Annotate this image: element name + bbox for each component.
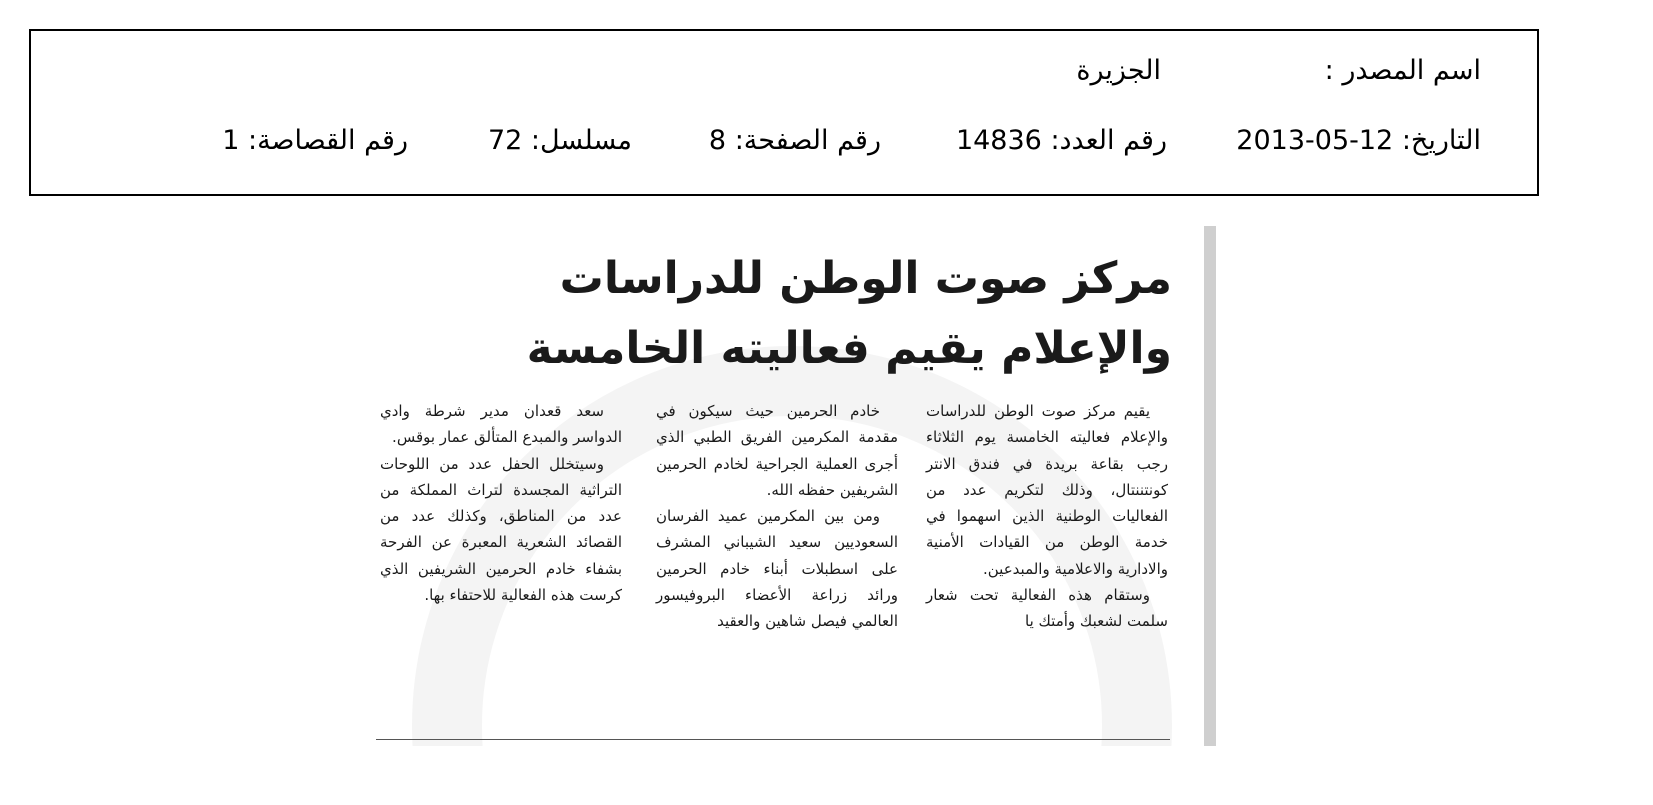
column-3-paragraph-2: وسيتخلل الحفل عدد من اللوحات التراثية المجسدة لتراث المملكة من عدد من المناطق، وكذلك عدد من القصائد الشعرية المعبرة عن الفرحة بشفاء خادم الحرمين الشريفين الذي كرست هذه الفعالية للاحتفاء بها. [380,454,622,605]
source-value: الجزيرة [1076,55,1161,86]
serial-label: مسلسل: 72 [487,125,632,156]
column-1-paragraph-2: وستقام هذه الفعالية تحت شعار سلمت لشعبك وأمتك يا [926,586,1168,631]
article-column-3 [380,398,622,608]
clipping-edge-bar [1204,226,1216,746]
article-column-1 [926,398,1168,635]
column-2-paragraph-1: خادم الحرمين حيث سيكون في مقدمة المكرمين الفريق الطبي الذي أجرى العملية الجراحية لخادم الحرمين الشريفين حفظه الله. [656,402,898,499]
source-label: اسم المصدر : [1324,55,1481,86]
article-headline: مركز صوت الوطن للدراسات والإعلام يقيم فعاليته الخامسة [526,253,1172,374]
bottom-divider [376,739,1170,740]
issue-number-label: رقم العدد: 14836 [955,125,1167,156]
date-label: التاريخ: 12-05-2013 [1236,125,1481,156]
clip-number-label: رقم القصاصة: 1 [222,125,408,156]
newspaper-clipping [352,226,1216,746]
column-1-paragraph-1: يقيم مركز صوت الوطن للدراسات والإعلام فعاليته الخامسة يوم الثلاثاء رجب بقاعة بريدة في فندق الانتر كونتننتال، وذلك لتكريم عدد من الفعاليات الوطنية الذين اسهموا في خدمة الوطن من القيادات الأمنية والادارية والاعلامية والمبدعين. [926,402,1168,578]
article-column-2 [656,398,898,635]
page-number-label: رقم الصفحة: 8 [708,125,881,156]
column-3-paragraph-1: سعد قعدان مدير شرطة وادي الدواسر والمبدع المتألق عمار بوقس. [380,402,622,447]
column-2-paragraph-2: ومن بين المكرمين عميد الفرسان السعوديين سعيد الشيباني المشرف على اسطبلات أبناء خادم الحرمين ورائد زراعة الأعضاء البروفيسور العالمي فيصل شاهين والعقيد [656,507,898,631]
source-info-box [29,29,1539,196]
